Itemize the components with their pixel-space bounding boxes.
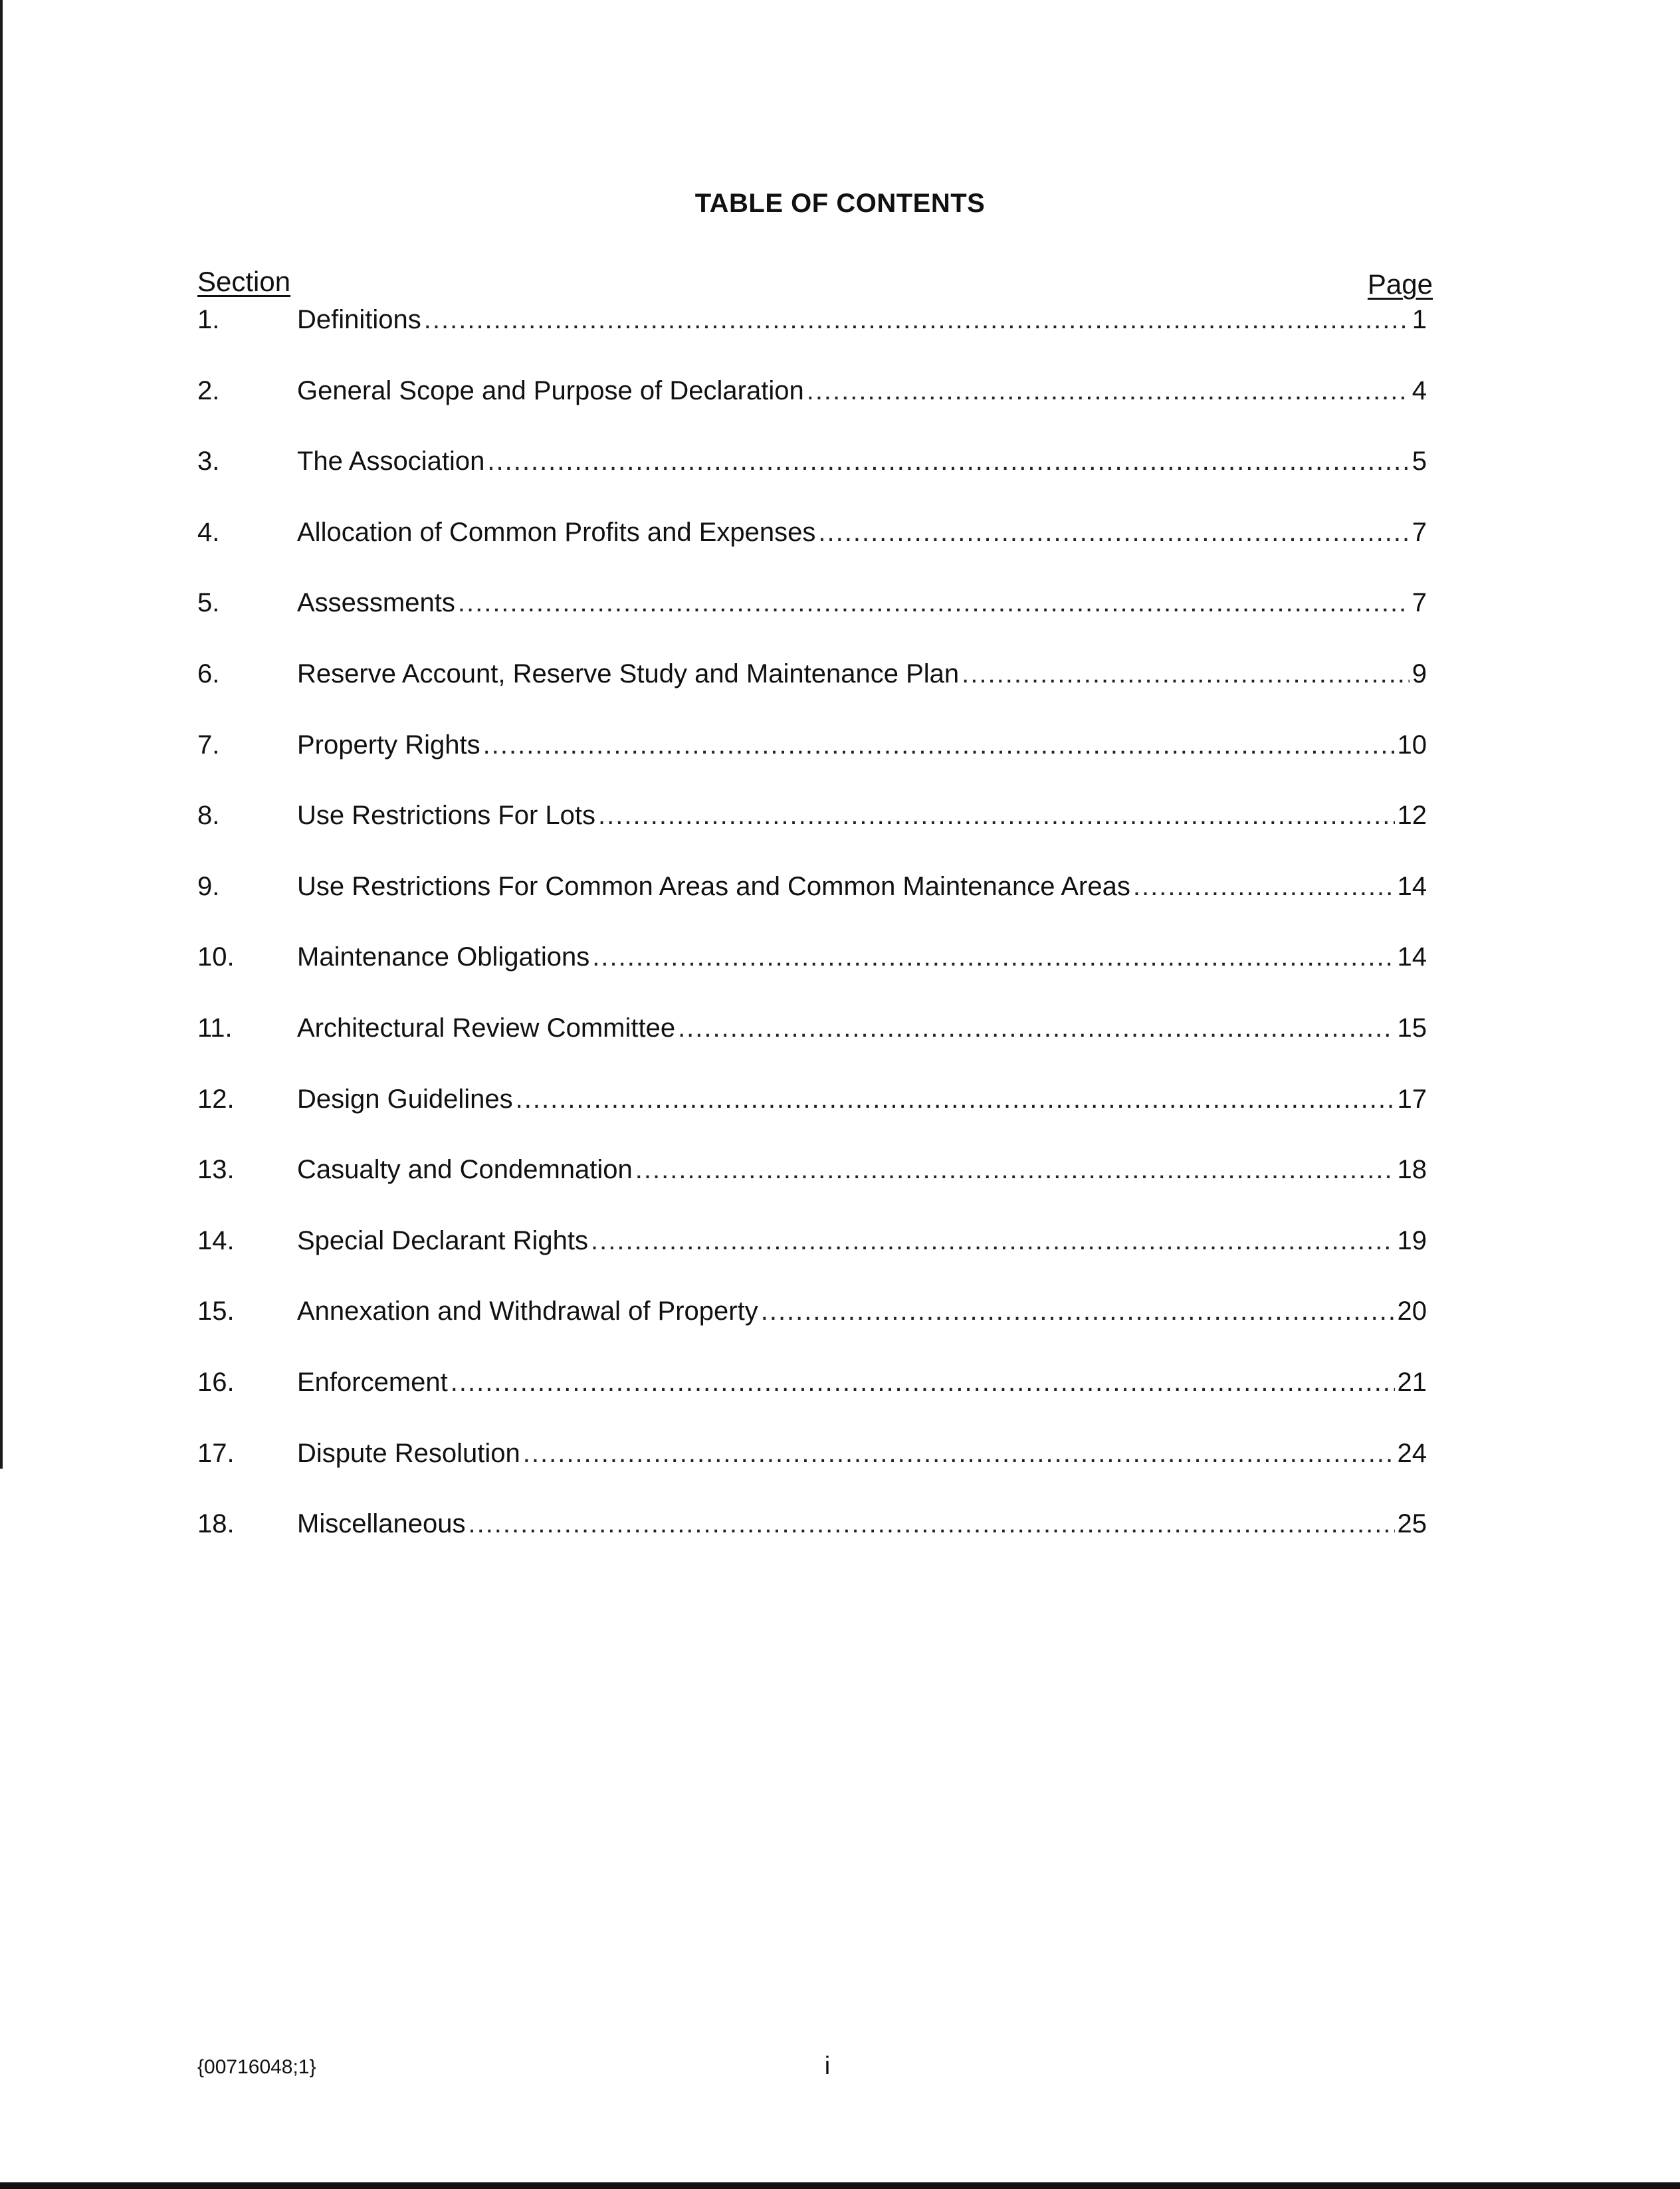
toc-entry-title: Design Guidelines: [297, 1084, 513, 1114]
dot-leader: [962, 657, 1410, 691]
toc-entry-title: General Scope and Purpose of Declaration: [297, 375, 804, 405]
toc-entry: [197, 657, 1427, 728]
toc-entry: [197, 1223, 1427, 1295]
toc-entry: [197, 1082, 1427, 1153]
toc-entry-title: Definitions: [297, 305, 421, 334]
toc-entry: [197, 302, 1427, 373]
toc-entry-number: 12.: [197, 1084, 235, 1114]
toc-entry-number: 4.: [197, 517, 220, 547]
toc-entry-title: Special Declarant Rights: [297, 1225, 588, 1255]
toc-entry-number: 18.: [197, 1509, 235, 1539]
toc-entry-number: 3.: [197, 447, 220, 476]
toc-entry-number: 6.: [197, 659, 220, 688]
toc-entry-page: 20: [1397, 1297, 1427, 1326]
toc-entry-page: 9: [1412, 659, 1427, 688]
toc-entry: [197, 1294, 1427, 1365]
toc-entry-title: Property Rights: [297, 730, 480, 760]
toc-entry-number: 11.: [197, 1013, 233, 1043]
toc-entry-page: 24: [1397, 1438, 1427, 1468]
scan-edge-left: [0, 0, 3, 1469]
toc-entry-page: 5: [1412, 447, 1427, 476]
dot-leader: [451, 1365, 1395, 1400]
toc-entry-number: 9.: [197, 871, 220, 901]
dot-leader: [516, 1082, 1395, 1116]
dot-leader: [678, 1011, 1394, 1045]
toc-entry: [197, 869, 1427, 940]
dot-leader: [592, 940, 1394, 974]
document-id: {00716048;1}: [197, 2056, 316, 2078]
dot-leader: [591, 1223, 1395, 1258]
toc-entry: [197, 728, 1427, 799]
toc-entry-title: Maintenance Obligations: [297, 942, 590, 972]
toc-entry-title: Reserve Account, Reserve Study and Maintenance Plan: [297, 659, 960, 688]
toc-entry-number: 2.: [197, 375, 220, 405]
toc-entry-page: 10: [1397, 730, 1427, 760]
page-title: TABLE OF CONTENTS: [694, 189, 986, 218]
toc-entry: [197, 1365, 1427, 1436]
toc-entry-page: 21: [1397, 1367, 1427, 1397]
toc-entry-page: 7: [1412, 588, 1427, 618]
toc-entry: [197, 373, 1427, 445]
toc-entry-title: Miscellaneous: [297, 1509, 466, 1539]
toc-entry-page: 19: [1397, 1225, 1427, 1255]
toc-entry-number: 10.: [197, 942, 235, 972]
toc-list: [197, 302, 1427, 1578]
toc-entry-number: 15.: [197, 1297, 235, 1326]
toc-entry-page: 15: [1397, 1013, 1427, 1043]
toc-entry-page: 14: [1397, 942, 1427, 972]
toc-entry-number: 8.: [197, 801, 220, 831]
toc-entry-page: 18: [1397, 1155, 1427, 1185]
toc-entry-number: 16.: [197, 1367, 235, 1397]
toc-entry-title: Casualty and Condemnation: [297, 1155, 633, 1185]
toc-entry: [197, 515, 1427, 586]
toc-entry-title: Architectural Review Committee: [297, 1013, 676, 1043]
dot-leader: [483, 728, 1395, 762]
toc-entry-page: 12: [1397, 801, 1427, 831]
page-number: i: [824, 2052, 831, 2080]
toc-entry-page: 25: [1397, 1509, 1427, 1539]
dot-leader: [1133, 869, 1395, 904]
scan-edge-bottom: [0, 2182, 1680, 2189]
dot-leader: [761, 1294, 1395, 1328]
dot-leader: [818, 515, 1409, 550]
toc-entry-title: Annexation and Withdrawal of Property: [297, 1297, 758, 1326]
dot-leader: [424, 302, 1410, 337]
toc-entry: [197, 1436, 1427, 1507]
section-column-header: Section: [197, 266, 291, 297]
toc-entry-number: 17.: [197, 1438, 235, 1468]
toc-entry: [197, 940, 1427, 1011]
toc-entry-title: The Association: [297, 447, 485, 476]
toc-entry-page: 17: [1397, 1084, 1427, 1114]
toc-entry-number: 14.: [197, 1225, 235, 1255]
toc-entry-number: 5.: [197, 588, 220, 618]
toc-entry-page: 1: [1412, 305, 1427, 334]
toc-entry-title: Allocation of Common Profits and Expenses: [297, 517, 816, 547]
toc-entry: [197, 1011, 1427, 1082]
dot-leader: [635, 1152, 1395, 1187]
toc-entry-title: Assessments: [297, 588, 455, 618]
toc-entry-title: Dispute Resolution: [297, 1438, 520, 1468]
toc-entry-title: Enforcement: [297, 1367, 448, 1397]
toc-entry-title: Use Restrictions For Lots: [297, 801, 596, 831]
toc-entry-number: 1.: [197, 305, 220, 334]
toc-entry: [197, 1152, 1427, 1223]
dot-leader: [598, 798, 1394, 833]
dot-leader: [468, 1507, 1394, 1541]
toc-entry-number: 13.: [197, 1155, 235, 1185]
toc-entry-number: 7.: [197, 730, 220, 760]
toc-entry: [197, 798, 1427, 869]
toc-entry-title: Use Restrictions For Common Areas and Common Maintenance Areas: [297, 871, 1130, 901]
toc-entry: [197, 1507, 1427, 1578]
dot-leader: [487, 444, 1409, 478]
dot-leader: [458, 585, 1410, 620]
page-column-header: Page: [1367, 268, 1433, 300]
toc-entry: [197, 585, 1427, 657]
dot-leader: [807, 373, 1410, 408]
toc-entry-page: 14: [1397, 871, 1427, 901]
toc-entry-page: 4: [1412, 375, 1427, 405]
toc-entry: [197, 444, 1427, 515]
dot-leader: [523, 1436, 1395, 1471]
toc-entry-page: 7: [1412, 517, 1427, 547]
